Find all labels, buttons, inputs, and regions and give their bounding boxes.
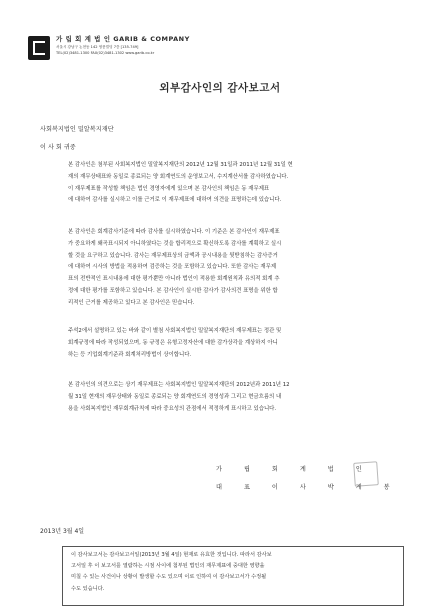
note-box	[62, 546, 404, 606]
text-line: 미칠 수 있는 사건이나 상황이 발생할 수도 있으며 이로 인하여 이 감사보고서가 수정될	[71, 574, 267, 581]
firm-name: 가 립 회 계 법 인 GARIB & COMPANY	[56, 35, 190, 43]
text-line: 월 31일 현재의 재무상태와 동일로 종료되는 양 회계연도의 경영성과 그리고 현금흐름의 내	[68, 393, 282, 400]
seal-stamp-icon	[353, 461, 379, 487]
firm-address: 서울시 강남구 논현동 142 영풍빌딩 7층 [135-749]	[56, 45, 139, 49]
text-line: 리적인 근거를 제공하고 있다고 본 감사인은 믿습니다.	[68, 299, 195, 306]
text-line: 이 재무제표를 작성할 책임은 법인 경영자에게 있으며 본 감사인의 책임은 동 재무제표	[68, 185, 270, 192]
text-line: 하는 등 기업회계기준과 회계처리방법이 상이합니다.	[68, 351, 192, 358]
text-line: 할 것을 요구하고 있습니다. 감사는 재무제표상의 금액과 공시내용을 뒷받침하는 감사증거	[68, 252, 278, 259]
text-line: 회계규정에 따라 작성되었으며, 동 규정은 유형고정자산에 대한 감가상각을 계상하지 아니	[68, 339, 278, 346]
addressee-board: 이 사 회 귀중	[40, 144, 76, 151]
report-date: 2013년 3월 4일	[40, 528, 85, 535]
text-line: 고서일 후 이 보고서를 열람하는 시점 사이에 첨부된 법인의 재무제표에 중대한 영향을	[71, 563, 265, 570]
text-line: 본 감사인의 의견으로는 상기 재무제표는 사회복지법인 밀알복지재단의 2012년과 2011년 12	[68, 382, 290, 388]
text-line: 에 대하여 시사의 방법을 적용하여 검증하는 것을 포함하고 있습니다. 또한 감사는 재무제	[68, 264, 277, 271]
text-line: 재의 재무상태표와 동일로 종료되는 양 회계연도의 운영보고서, 수지계산서를 감사하였습니다.	[68, 173, 289, 180]
paragraph-basis	[68, 326, 398, 361]
text-line: 표의 전반적인 표시내용에 대한 평가뿐만 아니라 법인이 적용한 회계원칙과 유의적 회계 추	[68, 276, 280, 283]
paragraph-opinion	[68, 380, 398, 415]
text-line: 용을 사회복지법인 재무회계규칙에 따라 중요성의 관점에서 적정하게 표시하고 있습니다.	[68, 405, 277, 412]
letterhead	[28, 34, 228, 68]
paragraph-intro	[68, 160, 398, 207]
text-line: 수도 있습니다.	[71, 585, 105, 592]
text-line: 본 감사인은 회계감사기준에 따라 감사를 실시하였습니다. 이 기준은 본 감사인이 재무제표	[68, 229, 280, 235]
text-line: 본 감사인은 첨부된 사회복지법인 밀알복지재단의 2012년 12월 31일과 2011년 12월 31일 현	[68, 162, 293, 168]
text-line: 가 중요하게 왜곡표시되지 아니하였다는 것을 합리적으로 확신하도록 감사를 계획하고 실시	[68, 240, 282, 247]
text-line: 이 감사보고서는 감사보고서일(2013년 3월 4일) 현재로 유효한 것입니다. 따라서 감사보	[71, 552, 272, 558]
document-title: 외부감사인의 감사보고서	[159, 82, 281, 94]
firm-phone: TEL(02)3481-1300 FAX(02)3481-1302 www.garib.co.kr	[56, 51, 155, 55]
addressee-company: 사회복지법인 밀알복지재단	[40, 126, 114, 133]
signature-firm: 가 립 회 계 법 인	[216, 466, 372, 473]
signature-ceo: 대 표 이 사 박 계 봉	[216, 484, 400, 491]
text-line: 주석2에서 설명하고 있는 바와 같이 별첨 사회복지법인 밀알복지재단의 재무제표는 정관 및	[68, 328, 282, 334]
text-line: 에 대하여 감사를 실시하고 이를 근거로 이 재무제표에 대하여 의견을 표명하는데 있습니다.	[68, 197, 282, 204]
text-line: 정에 대한 평가를 포함하고 있습니다. 본 감사인이 실시한 감사가 감사의견 표명을 위한 합	[68, 287, 278, 294]
firm-logo-icon	[28, 36, 50, 60]
paragraph-scope	[68, 227, 398, 310]
